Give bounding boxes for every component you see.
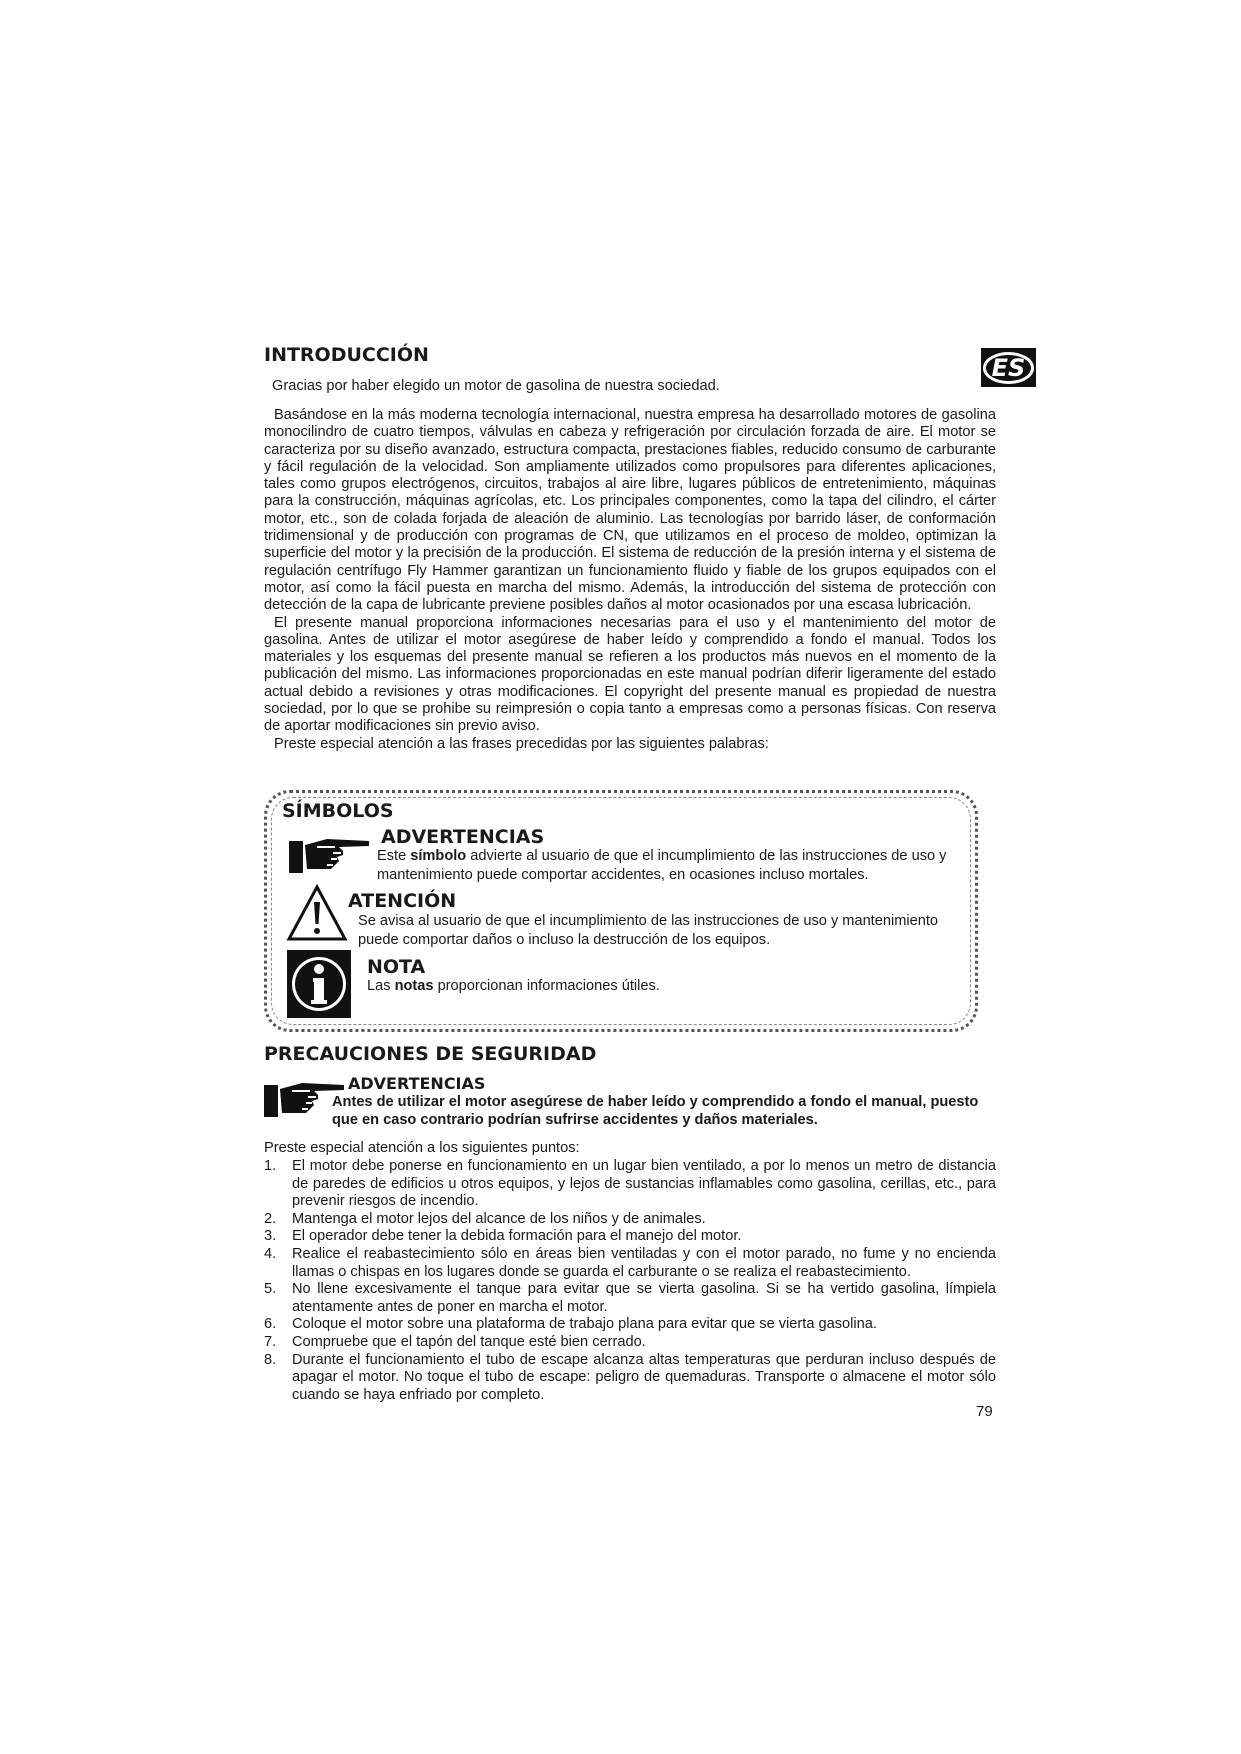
points-intro: Preste especial atención a los siguientes puntos:	[264, 1140, 580, 1156]
safety-warning-title: ADVERTENCIAS	[348, 1074, 486, 1093]
safety-title: PRECAUCIONES DE SEGURIDAD	[264, 1043, 597, 1065]
note-title: NOTA	[367, 956, 426, 978]
language-badge-label: ES	[983, 352, 1035, 384]
list-item: 8. Durante el funcionamiento el tubo de escape alcanza altas temperaturas que perduran incluso después de apagar el motor. No toque el tubo de escape: peligro de quemaduras. Transporte o almacene el motor sólo cuando se haya enfriado por completo.	[264, 1351, 996, 1403]
warning-title: ADVERTENCIAS	[381, 826, 545, 848]
intro-title: INTRODUCCIÓN	[264, 344, 429, 366]
list-item: 5. No llene excesivamente el tanque para evitar que se vierta gasolina. Si se ha vertido gasolina, límpiela atentamente antes de poner en marcha el motor.	[264, 1281, 996, 1315]
list-item: 6. Coloque el motor sobre una plataforma de trabajo plana para evitar que se vierta gasolina.	[264, 1316, 877, 1333]
list-item: 4. Realice el reabastecimiento sólo en áreas bien ventiladas y con el motor parado, no fume y no encienda llamas o chispas en los lugares donde se guarda el carburante o se realiza el reabastecimiento.	[264, 1245, 996, 1280]
intro-paragraph-3: Preste especial atención a las frases precedidas por las siguientes palabras:	[274, 735, 769, 752]
symbols-title: SÍMBOLOS	[282, 800, 394, 822]
list-item: 7. Compruebe que el tapón del tanque esté bien cerrado.	[264, 1333, 646, 1350]
safety-list	[264, 1158, 996, 1404]
safety-warning-text: Antes de utilizar el motor asegúrese de haber leído y comprendido a fondo el manual, puesto que en caso contrario podrían sufrirse accidentes y daños materiales.	[332, 1094, 979, 1128]
intro-paragraph-2: El presente manual proporciona informaciones necesarias para el uso y el mantenimiento del motor de gasolina. Antes de utilizar el motor asegúrese de haber leído y comprendido a fondo el manual. Todos los materiales y los esquemas del presente manual se refieren a los productos más nuevos en el momento de la publicación del mismo. Las informaciones proporcionadas en este manual podrían diferir ligeramente del estado actual debido a revisiones y otras modificaciones. El copyright del presente manual es propiedad de nuestra sociedad, por lo que se prohibe su reimpresión o copia tanto a empresas como a personas físicas. Con reserva de aportar modificaciones sin previo aviso.	[264, 614, 996, 735]
note-text: Las notas proporcionan informaciones útiles.	[367, 978, 660, 994]
list-item: 3. El operador debe tener la debida formación para el manejo del motor.	[264, 1228, 742, 1245]
intro-body	[264, 407, 996, 753]
pointing-hand-icon	[287, 835, 371, 875]
warning-triangle-icon	[286, 884, 348, 942]
intro-paragraph-1: Basándose en la más moderna tecnología internacional, nuestra empresa ha desarrollado motores de gasolina monocilindro de cuatro tiempos, válvulas en cabeza y refrigeración por circulación forzada de aire. El motor se caracteriza por su diseño avanzado, estructura compacta, prestaciones fiables, reducido consumo de carburante y fácil regulación de la velocidad. Son ampliamente utilizados como propulsores para diferentes aplicaciones, tales como grupos electrógenos, circuitos, trabajos al aire libre, lugares públicos de entretenimiento, máquinas para la construcción, máquinas agrícolas, etc. Los principales componentes, como la tapa del cilindro, el cárter motor, etc., son de colada forjada de aleación de aluminio. Las tecnologías por barrido láser, de conformación tridimensional y de producción con programas de CN, que utilizamos en el proceso de moldeo, optimizan la superficie del motor y la precisión de la producción. El sistema de reducción de la presión interna y el sistema de regulación centrífugo Fly Hammer garantizan un funcionamiento fluido y fiable de los grupos equipados con el motor, así como la fácil puesta en marcha del mismo. Además, la introducción del sistema de protección con detección de la capa de lubricante previene posibles daños al motor ocasionados por una escasa lubricación.	[264, 407, 996, 614]
caution-title: ATENCIÓN	[348, 890, 457, 912]
warning-text: Este símbolo advierte al usuario de que el incumplimiento de las instrucciones de uso y mantenimiento puede comportar accidentes, en ocasiones incluso mortales.	[377, 848, 947, 883]
page-number: 79	[976, 1403, 993, 1420]
intro-thanks: Gracias por haber elegido un motor de gasolina de nuestra sociedad.	[272, 378, 720, 394]
list-item: 2. Mantenga el motor lejos del alcance de los niños y de animales.	[264, 1210, 706, 1227]
language-badge	[981, 348, 1036, 387]
info-icon	[287, 950, 351, 1018]
caution-text: Se avisa al usuario de que el incumplimiento de las instrucciones de uso y mantenimiento puede comportar daños o incluso la destrucción de los equipos.	[358, 913, 939, 948]
list-item: 1. El motor debe ponerse en funcionamiento en un lugar bien ventilado, a por lo menos un metro de distancia de paredes de edificios u otros equipos, y lejos de sustancias inflamables como gasolina, cerillas, etc., para prevenir riesgos de incendio.	[264, 1158, 996, 1210]
